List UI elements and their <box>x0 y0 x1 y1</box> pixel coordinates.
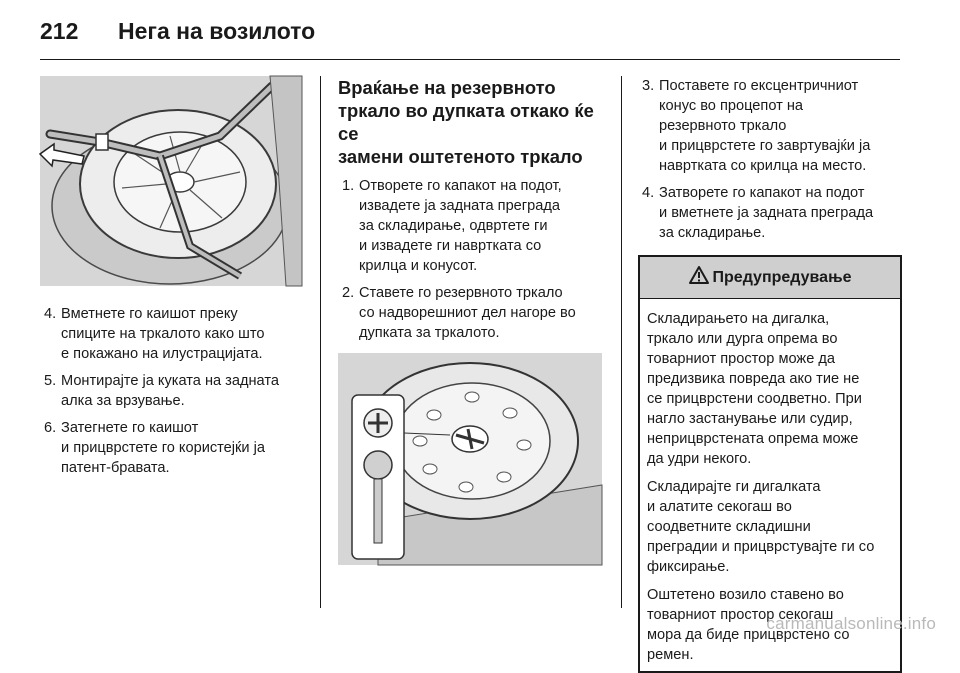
strap-steps-list <box>40 304 302 478</box>
list-item: 4. Затворете го капакот на подот и вметнете ја задната преграда за складирање. <box>642 185 874 241</box>
list-item: 5. Монтирајте ја куката на задната алка за врзување. <box>44 373 279 409</box>
return-wheel-steps-list <box>338 176 604 343</box>
page-title: Нега на возилото <box>118 18 316 44</box>
warning-paragraph: Складирајте ги дигалката и алатите секогаш во соодветните складишни преградии и прицврстувајте ги со фиксирање. <box>647 479 875 575</box>
spare-wheel-strap-drawing <box>40 76 302 286</box>
column-1 <box>40 76 302 485</box>
fix-wheel-steps-list <box>638 76 902 243</box>
column-divider-right <box>621 76 622 608</box>
warning-box <box>638 255 902 673</box>
list-item: 3. Поставете го ексцентричниот конус во процепот на резервното тркало и прицврстете го завртувајќи ја навртката со крилца на место. <box>642 78 871 174</box>
warning-header <box>640 257 900 299</box>
header-rule <box>40 59 900 60</box>
list-item: 6. Затегнете го каишот и прицврстете го користејќи ја патент-бравата. <box>44 420 265 476</box>
spare-wheel-cone-drawing <box>338 353 602 565</box>
page-header <box>40 18 315 48</box>
column-3 <box>638 76 902 673</box>
warning-triangle-icon <box>689 266 709 289</box>
watermark: carmanualsonline.info <box>766 614 936 633</box>
column-2 <box>338 76 604 565</box>
column-divider-left <box>320 76 321 608</box>
list-item: 2. Ставете го резервното тркало со надворешниот дел нагоре во дупката за тркалото. <box>342 285 576 341</box>
list-item: 4. Вметнете го каишот преку спиците на тркалото како што е покажано на илустрацијата. <box>44 306 265 362</box>
warning-paragraph: Оштетено возило ставено во товарниот простор секогаш мора да биде прицврстено со ремен. <box>647 587 850 663</box>
section-heading: Враќање на резервното тркало во дупката откако ќе се замени оштетеното тркало <box>338 77 594 167</box>
page-number: 212 <box>40 18 79 44</box>
spare-wheel-cone-illustration <box>338 353 602 565</box>
warning-title: Предупредување <box>712 268 852 286</box>
spare-wheel-strap-illustration <box>40 76 302 286</box>
list-item: 1. Отворете го капакот на подот, извадете ја задната преграда за складирање, одвртете ги и извадете ги навртката со крилца и конусот. <box>342 178 562 274</box>
warning-paragraph: Складирањето на дигалка, тркало или дурга опрема во товарниот простор може да предизвика повреда ако тие не се прицврстени соодветно. При нагло застанување или судир, неприцврстената опрема може да удри некого. <box>647 311 862 467</box>
